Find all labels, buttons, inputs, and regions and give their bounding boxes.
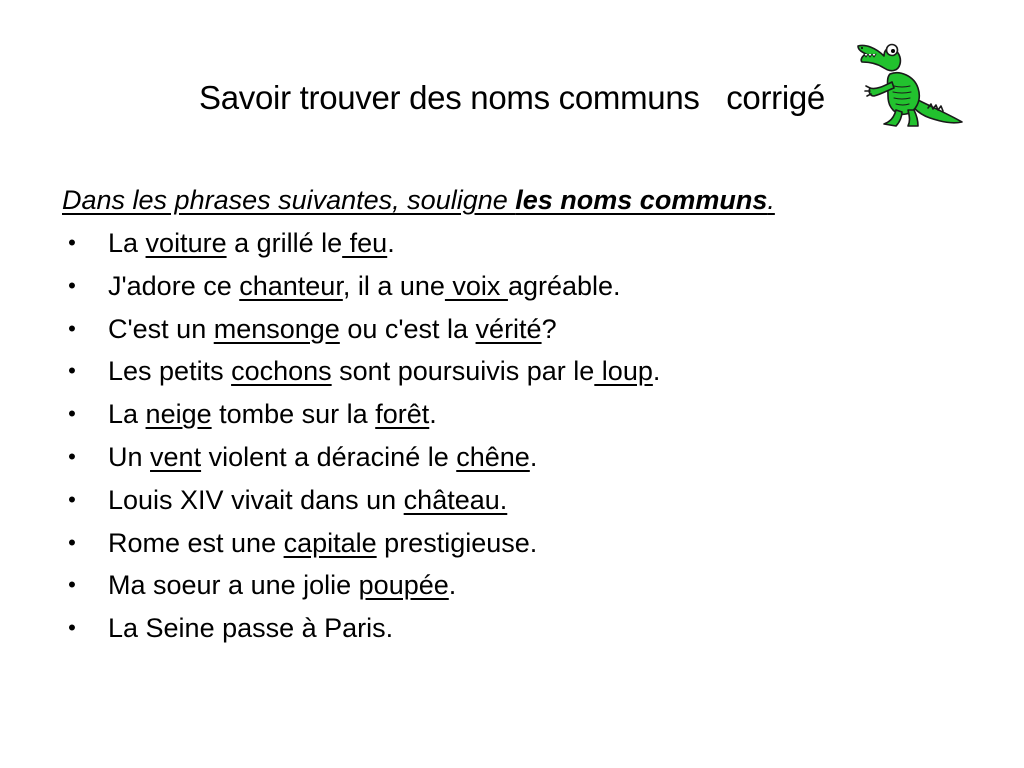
sentence-item <box>62 436 982 479</box>
sentence-item <box>62 265 982 308</box>
bullet: • <box>68 615 76 641</box>
sentence-text: La Seine passe à Paris. <box>108 613 394 644</box>
underlined-noun: château. <box>403 484 508 515</box>
instruction-text: Dans les phrases suivantes, souligne <box>62 185 516 215</box>
sentence-item <box>62 607 982 650</box>
sentence-item <box>62 308 982 351</box>
sentence-text: Les petits <box>108 356 232 387</box>
bullet: • <box>68 230 76 255</box>
sentence-item <box>62 479 982 522</box>
bullet: • <box>68 358 76 384</box>
sentence-item <box>62 350 982 393</box>
underlined-noun: forêt <box>375 399 430 430</box>
sentence-text: prestigieuse. <box>376 527 538 558</box>
bullet: • <box>68 272 76 298</box>
underlined-noun: feu <box>342 228 388 258</box>
sentence-text: , il a une <box>342 270 445 301</box>
sentence-item <box>62 564 982 607</box>
underlined-noun: voiture <box>145 228 227 258</box>
sentence-text: sont poursuivis par le <box>331 356 595 387</box>
instruction-bold: les noms communs <box>515 185 768 215</box>
underlined-noun: chêne <box>456 441 530 472</box>
bullet: • <box>68 486 76 512</box>
sentence-text: . <box>387 228 395 258</box>
sentence-item <box>62 522 982 565</box>
sentence-text: Louis XIV vivait dans un <box>108 484 404 515</box>
underlined-noun: cochons <box>231 356 332 387</box>
sentence-list <box>62 222 982 650</box>
underlined-noun: poupée <box>358 570 449 601</box>
bullet: • <box>68 443 76 469</box>
exercise-content <box>62 180 982 650</box>
sentence-text: . <box>529 441 538 472</box>
sentence-text: Rome est une <box>108 527 284 558</box>
sentence-text: ? <box>541 313 557 344</box>
sentence-text: J'adore ce <box>108 270 240 301</box>
green-crocodile-mascot-icon <box>856 34 966 130</box>
slide-title: Savoir trouver des noms communs corrigé <box>199 79 825 116</box>
sentence-text: C'est un <box>108 313 214 344</box>
sentence-text: Ma soeur a une jolie <box>108 570 359 601</box>
underlined-noun: vent <box>150 441 202 472</box>
underlined-noun: loup <box>594 356 653 387</box>
exercise-instruction <box>62 180 982 222</box>
sentence-item <box>62 222 982 265</box>
underlined-noun: mensonge <box>213 313 340 344</box>
underlined-noun: voix <box>444 270 508 301</box>
sentence-text: . <box>429 399 437 430</box>
sentence-text: La <box>108 399 146 430</box>
underlined-noun: vérité <box>475 313 542 344</box>
sentence-text: La <box>108 228 146 258</box>
bullet: • <box>68 401 76 427</box>
sentence-text: . <box>652 356 661 387</box>
instruction-end: . <box>767 185 775 215</box>
sentence-text: Un <box>108 441 151 472</box>
bullet: • <box>68 529 76 555</box>
sentence-text: a grillé le <box>226 228 343 258</box>
sentence-text: . <box>448 570 457 601</box>
sentence-text: ou c'est la <box>339 313 476 344</box>
underlined-noun: capitale <box>283 527 377 558</box>
underlined-noun: neige <box>145 399 212 430</box>
bullet: • <box>68 315 76 341</box>
sentence-text: violent a déraciné le <box>201 441 457 472</box>
sentence-item <box>62 393 982 436</box>
underlined-noun: chanteur <box>239 270 343 301</box>
sentence-text: agréable. <box>507 270 621 301</box>
bullet: • <box>68 572 76 598</box>
sentence-text: tombe sur la <box>211 399 376 430</box>
